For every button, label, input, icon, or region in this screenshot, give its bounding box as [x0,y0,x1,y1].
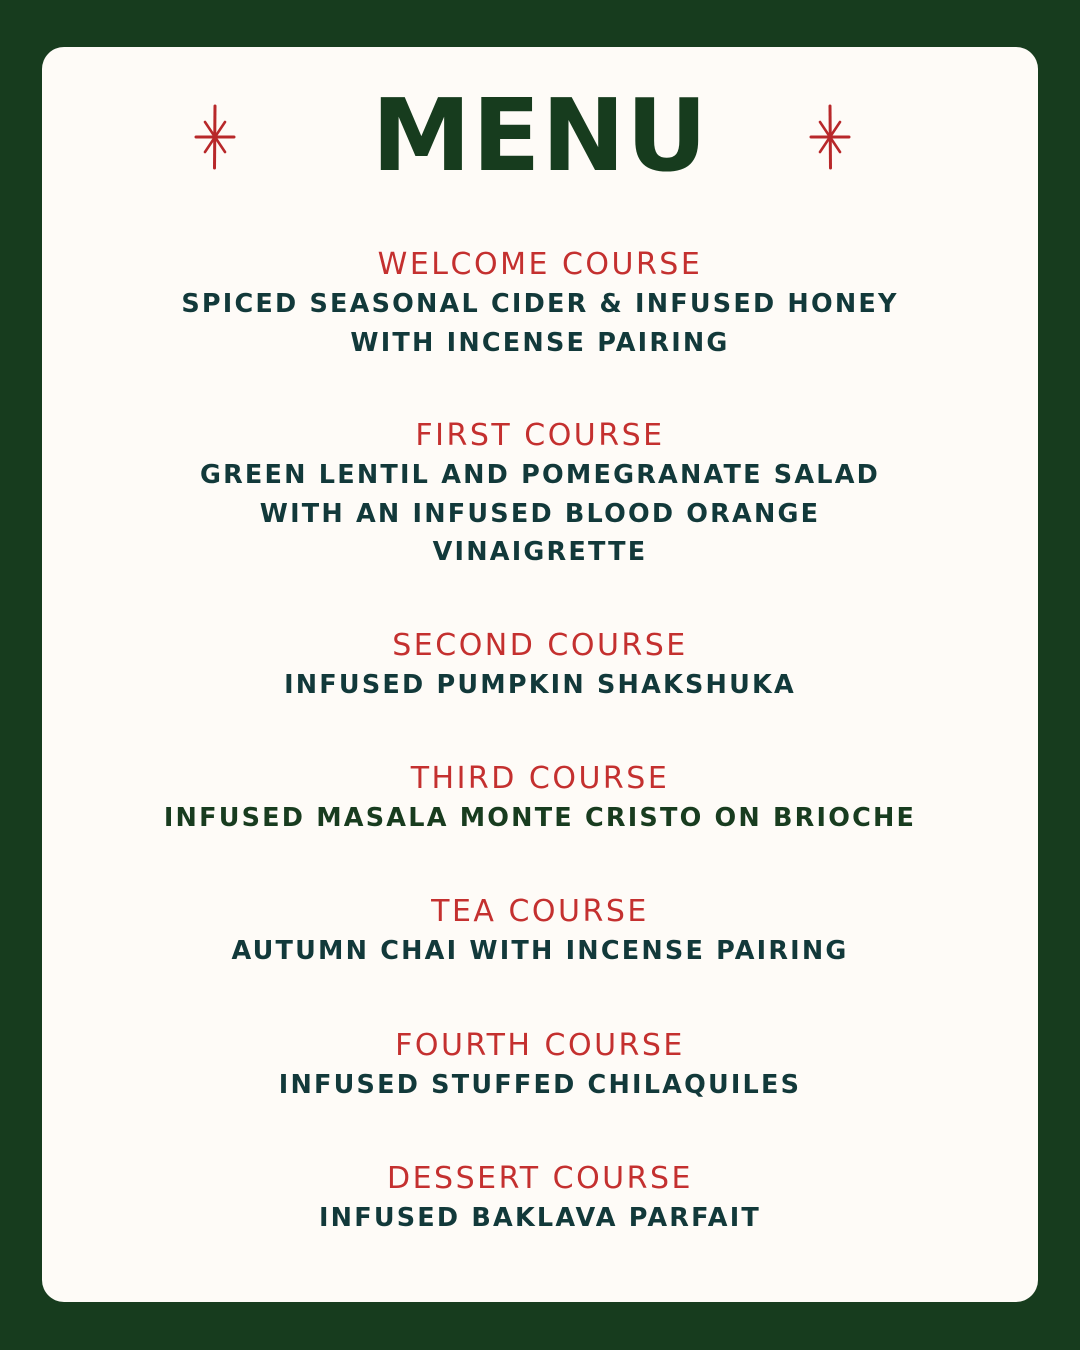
course-tea [0,894,1080,971]
course-second [0,628,1080,705]
menu-title: MENU [371,77,709,194]
course-third [0,761,1080,838]
description-line: WITH AN INFUSED BLOOD ORANGE [259,498,821,529]
course-heading: WELCOME COURSE [377,247,703,282]
course-description [0,1199,1080,1238]
course-dessert [0,1161,1080,1238]
course-fourth [0,1028,1080,1105]
course-description [0,1066,1080,1105]
course-heading: FOURTH COURSE [395,1028,685,1063]
description-line: INFUSED BAKLAVA PARFAIT [318,1203,761,1233]
course-heading: FIRST COURSE [415,418,665,453]
description-line: INFUSED MASALA MONTE CRISTO ON BRIOCHE [163,803,917,833]
course-description [0,456,1080,572]
course-heading: DESSERT COURSE [387,1161,693,1196]
course-welcome [0,247,1080,362]
description-line: VINAIGRETTE [432,537,648,567]
description-line: GREEN LENTIL AND POMEGRANATE SALAD [199,460,881,490]
course-heading: THIRD COURSE [410,761,670,796]
description-line: WITH INCENSE PAIRING [350,327,730,358]
description-line: INFUSED PUMPKIN SHAKSHUKA [284,670,796,700]
course-heading: TEA COURSE [431,894,649,929]
course-first [0,418,1080,572]
course-description [0,799,1080,838]
description-line: INFUSED STUFFED CHILAQUILES [278,1070,802,1100]
description-line: AUTUMN CHAI WITH INCENSE PAIRING [231,936,849,966]
course-description [0,932,1080,971]
course-description [0,285,1080,362]
course-description [0,666,1080,705]
course-heading: SECOND COURSE [392,628,688,663]
description-line: SPICED SEASONAL CIDER & INFUSED HONEY [181,289,899,319]
